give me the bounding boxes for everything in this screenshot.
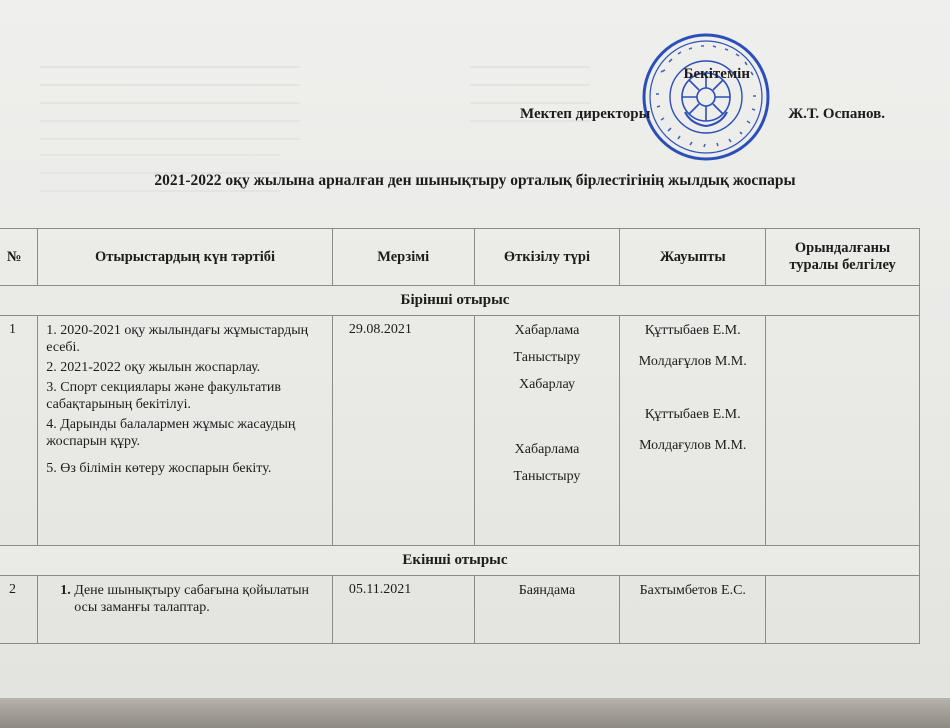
document-title: 2021-2022 оқу жылына арналған ден шынықтыру орталық бірлестігінің жылдық жоспары — [154, 172, 796, 189]
note-cell — [766, 576, 920, 644]
section-title: Екінші отырыс — [0, 546, 920, 576]
responsible-item: Молдағулов М.М. — [639, 438, 747, 453]
responsible-item: Құттыбаев Е.М. — [644, 323, 741, 338]
table-header-row — [0, 229, 920, 286]
plan-table — [0, 228, 920, 644]
header-number: № — [0, 229, 38, 286]
type-item: Хабарлау — [518, 377, 575, 392]
agenda-cell — [38, 316, 333, 546]
approval-position: Мектеп директоры — [520, 106, 651, 122]
date-cell: 05.11.2021 — [332, 576, 474, 644]
type-item: Таныстыру — [513, 350, 581, 365]
row-number: 2 — [0, 576, 38, 644]
agenda-item: 2. 2021-2022 оқу жылын жоспарлау. — [46, 360, 261, 375]
row-number: 1 — [0, 316, 38, 546]
responsible-cell — [620, 316, 766, 546]
agenda-item: 1. Дене шынықтыру сабағына қойылатын осы заманғы талаптар. — [74, 582, 326, 616]
agenda-item: 3. Спорт секциялары және факультатив сабақтарының бекітілуі. — [46, 380, 282, 412]
agenda-item: 4. Дарынды балалармен жұмыс жасаудың жоспарын құру. — [46, 417, 296, 449]
type-item: Хабарлама — [514, 442, 580, 457]
note-cell — [766, 316, 920, 546]
agenda-item: 5. Өз білімін көтеру жоспарын бекіту. — [46, 461, 272, 476]
section-row — [0, 286, 920, 316]
responsible-item: Құттыбаев Е.М. — [644, 407, 741, 422]
header-note: Орындалғаны туралы белгілеу — [766, 229, 920, 286]
approval-signature-name: Ж.Т. Оспанов. — [788, 106, 885, 122]
type-item: Баяндама — [518, 583, 576, 598]
section-row — [0, 546, 920, 576]
responsible-item: Бахтымбетов Е.С. — [639, 583, 746, 598]
responsible-cell — [620, 576, 766, 644]
section-title: Бірінші отырыс — [0, 286, 920, 316]
type-item: Таныстыру — [513, 469, 581, 484]
official-seal-icon — [641, 32, 771, 162]
type-cell — [474, 316, 620, 546]
table-row — [0, 316, 920, 546]
type-cell — [474, 576, 620, 644]
date-cell: 29.08.2021 — [332, 316, 474, 546]
header-type: Өткізілу түрі — [474, 229, 620, 286]
agenda-cell — [38, 576, 333, 644]
header-date: Мерзімі — [332, 229, 474, 286]
header-responsible: Жауыпты — [620, 229, 766, 286]
approval-label: Бекітемін — [683, 66, 750, 82]
desk-surface — [0, 698, 950, 728]
type-item: Хабарлама — [514, 323, 580, 338]
header-agenda: Отырыстардың күн тәртібі — [38, 229, 333, 286]
responsible-item: Молдағұлов М.М. — [638, 354, 747, 369]
agenda-item: 1. 2020-2021 оқу жылындағы жұмыстардың есебі. — [46, 323, 309, 355]
table-row — [0, 576, 920, 644]
